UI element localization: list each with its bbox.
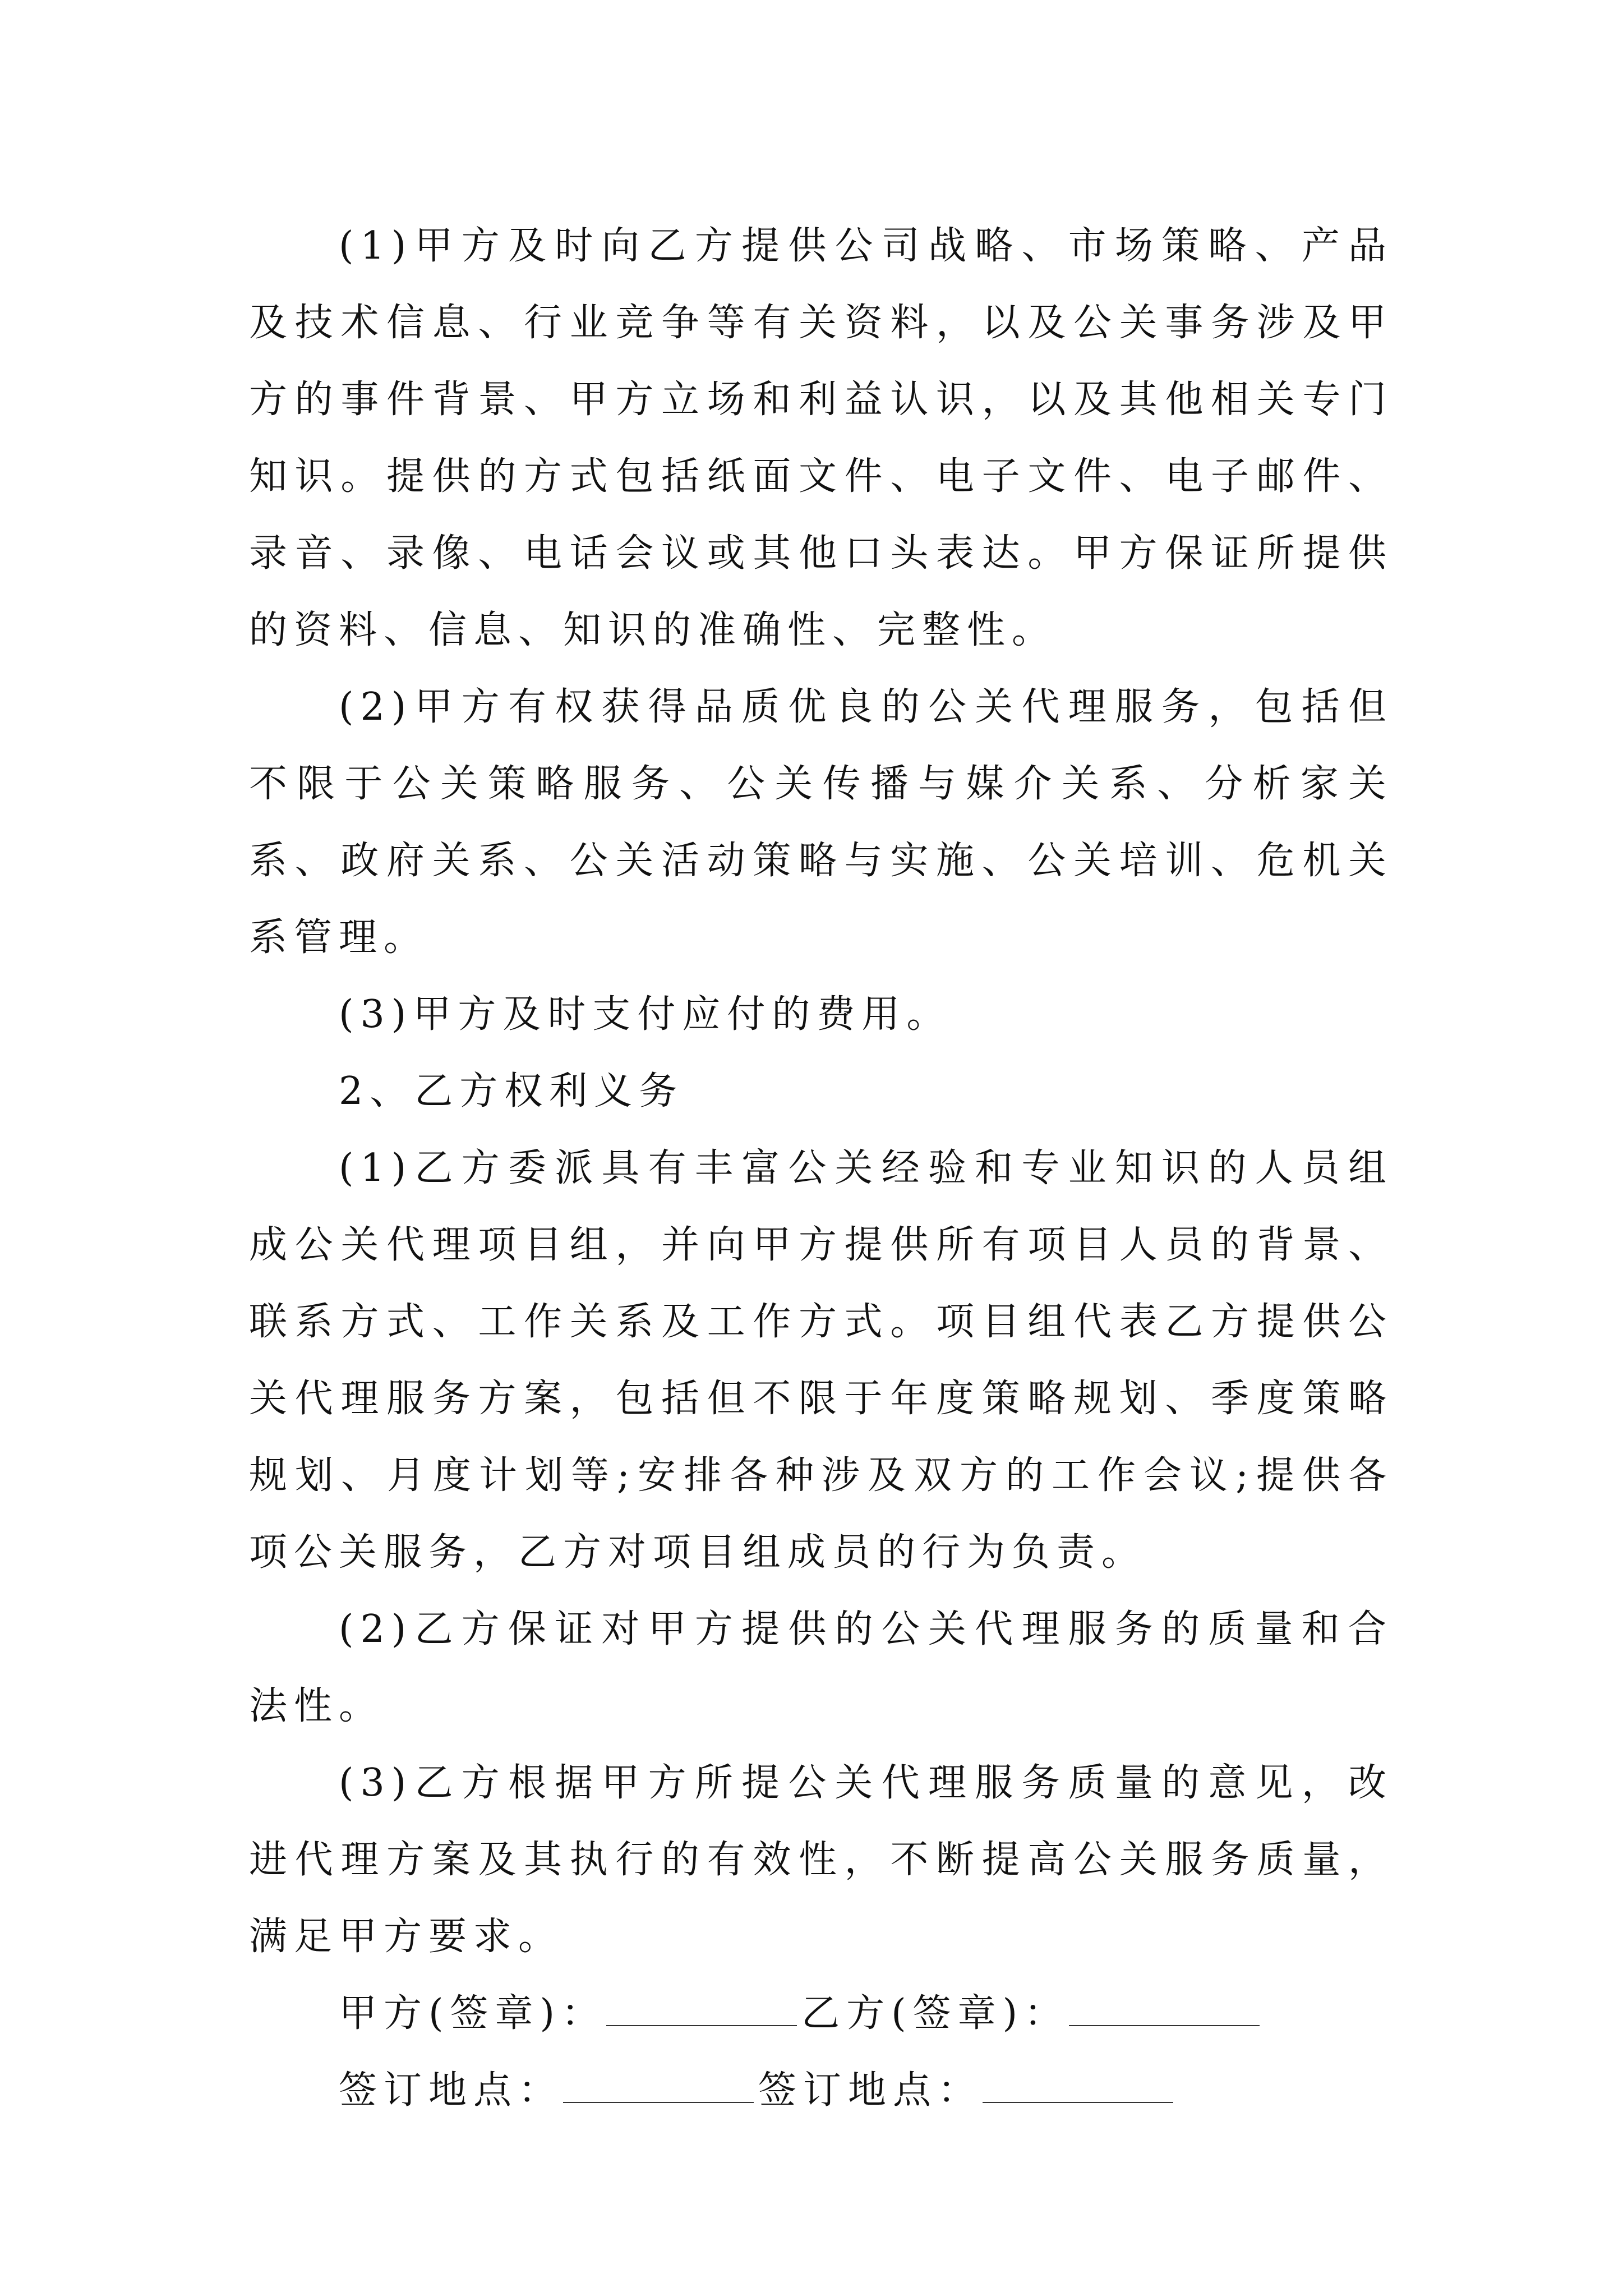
document-body xyxy=(249,208,1393,2129)
party-b-signature-label: 乙方(签章)： xyxy=(801,1991,1069,2036)
party-a-place-blank[interactable] xyxy=(563,2101,754,2103)
party-b-signature-blank[interactable] xyxy=(1069,2024,1260,2026)
paragraph-party-a-clause-1: (1)甲方及时向乙方提供公司战略、市场策略、产品及技术信息、行业竞争等有关资料，以及公关事务涉及甲方的事件背景、甲方立场和利益认识，以及其他相关专门知识。提供的方式包括纸面文件、电子文件、电子邮件、录音、录像、电话会议或其他口头表达。甲方保证所提供的资料、信息、知识的准确性、完整性。 xyxy=(249,224,1393,652)
section-heading-party-b: 2、乙方权利义务 xyxy=(339,1069,684,1114)
paragraph-party-b-clause-2: (2)乙方保证对甲方提供的公关代理服务的质量和合法性。 xyxy=(249,1607,1393,1728)
paragraph-party-a-clause-3: (3)甲方及时支付应付的费用。 xyxy=(339,992,952,1037)
signature-row xyxy=(249,1975,1393,2052)
party-a-place-label: 签订地点： xyxy=(339,2068,564,2113)
paragraph-party-a-clause-2: (2)甲方有权获得品质优良的公关代理服务，包括但不限于公关策略服务、公关传播与媒介关系、分析家关系、政府关系、公关活动策略与实施、公关培训、危机关系管理。 xyxy=(249,685,1393,960)
party-a-signature-blank[interactable] xyxy=(606,2024,797,2026)
party-a-signature-label: 甲方(签章)： xyxy=(339,1991,607,2036)
party-b-place-label: 签订地点： xyxy=(758,2068,983,2113)
paragraph-party-b-clause-3: (3)乙方根据甲方所提公关代理服务质量的意见，改进代理方案及其执行的有效性，不断提高公关服务质量，满足甲方要求。 xyxy=(249,1761,1393,1959)
party-b-place-blank[interactable] xyxy=(983,2101,1173,2103)
paragraph-party-b-clause-1: (1)乙方委派具有丰富公关经验和专业知识的人员组成公关代理项目组，并向甲方提供所有项目人员的背景、联系方式、工作关系及工作方式。项目组代表乙方提供公关代理服务方案，包括但不限于年度策略规划、季度策略规划、月度计划等;安排各种涉及双方的工作会议;提供各项公关服务，乙方对项目组成员的行为负责。 xyxy=(249,1146,1393,1575)
signing-place-row xyxy=(249,2052,1393,2129)
